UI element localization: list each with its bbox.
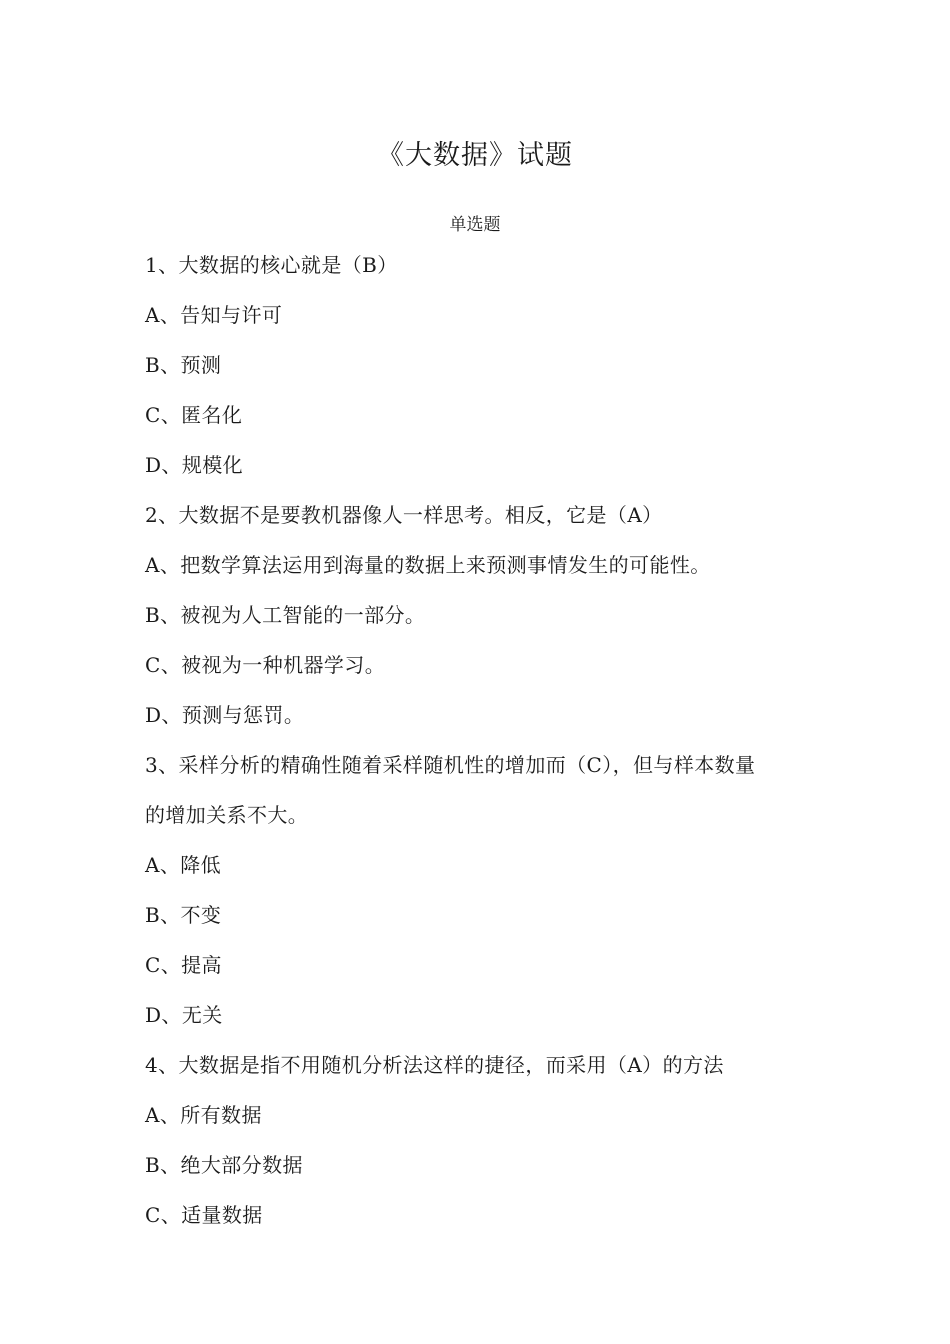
question-2-option-a: A、把数学算法运用到海量的数据上来预测事情发生的可能性。 (145, 553, 711, 577)
question-3-stem-line-1: 3、采样分析的精确性随着采样随机性的增加而（C），但与样本数量 (145, 753, 756, 777)
question-2-option-b: B、被视为人工智能的一部分。 (145, 603, 426, 627)
question-2-option-d: D、预测与惩罚。 (145, 703, 305, 727)
question-3-option-a: A、降低 (145, 853, 222, 877)
question-3-option-b: B、不变 (145, 903, 222, 927)
question-3-stem-line-2: 的增加关系不大。 (145, 803, 309, 827)
question-4-stem: 4、大数据是指不用随机分析法这样的捷径，而采用（A）的方法 (145, 1053, 724, 1077)
question-4-option-c: C、适量数据 (145, 1203, 263, 1227)
question-1-option-a: A、告知与许可 (145, 303, 283, 327)
question-3-option-c: C、提高 (145, 953, 222, 977)
document-title: 《大数据》试题 (377, 140, 573, 171)
question-3-option-d: D、无关 (145, 1003, 223, 1027)
question-1-option-d: D、规模化 (145, 453, 244, 477)
question-2-stem: 2、大数据不是要教机器像人一样思考。相反，它是（A） (145, 503, 663, 527)
question-1-stem: 1、大数据的核心就是（B） (145, 253, 398, 277)
question-2-option-c: C、被视为一种机器学习。 (145, 653, 386, 677)
question-1-option-c: C、匿名化 (145, 403, 243, 427)
question-list (145, 240, 815, 1240)
question-4-option-b: B、绝大部分数据 (145, 1153, 303, 1177)
section-title: 单选题 (449, 215, 501, 235)
question-4-option-a: A、所有数据 (145, 1103, 262, 1127)
question-1-option-b: B、预测 (145, 353, 222, 377)
